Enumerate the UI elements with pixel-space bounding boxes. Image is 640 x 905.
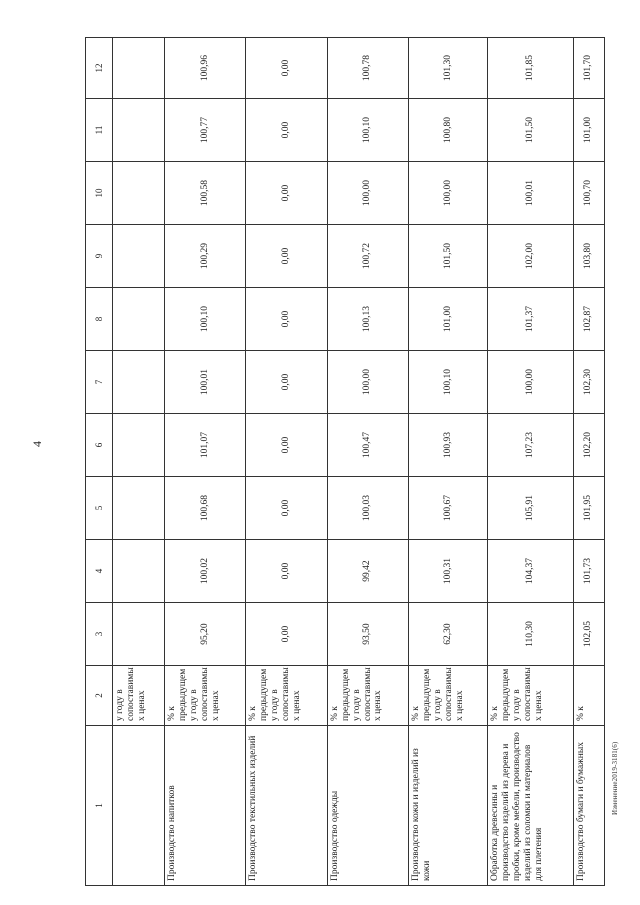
value-cell (113, 351, 165, 414)
value-cell: 100,10 (409, 351, 488, 414)
value-cell: 0,00 (246, 99, 327, 162)
value-cell (113, 99, 165, 162)
indicators-table (85, 37, 605, 886)
row-unit: % к предыдущем у году в сопоставимы х ценах (246, 666, 327, 726)
value-cell: 100,01 (165, 351, 246, 414)
header-cell: 4 (86, 540, 113, 603)
value-cell: 0,00 (246, 38, 327, 99)
value-cell: 110,30 (488, 603, 573, 666)
value-cell: 100,00 (488, 351, 573, 414)
row-unit: % к (573, 666, 604, 726)
header-cell: 12 (86, 38, 113, 99)
rotated-page-content (85, 38, 605, 886)
row-unit: % к предыдущем у году в сопоставимы х ценах (409, 666, 488, 726)
value-cell: 100,67 (409, 477, 488, 540)
value-cell: 100,78 (327, 38, 408, 99)
value-cell: 99,42 (327, 540, 408, 603)
row-unit: у году в сопоставимы х ценах (113, 666, 165, 726)
value-cell: 100,02 (165, 540, 246, 603)
value-cell: 100,00 (327, 351, 408, 414)
table-header-row (86, 38, 113, 886)
value-cell: 102,87 (573, 288, 604, 351)
value-cell: 102,00 (488, 225, 573, 288)
value-cell (113, 414, 165, 477)
value-cell: 0,00 (246, 477, 327, 540)
value-cell: 0,00 (246, 540, 327, 603)
value-cell: 100,93 (409, 414, 488, 477)
value-cell: 62,30 (409, 603, 488, 666)
row-unit: % к предыдущем у году в сопоставимы х ценах (165, 666, 246, 726)
row-name: Производство одежды (327, 726, 408, 886)
value-cell: 101,85 (488, 38, 573, 99)
value-cell: 93,50 (327, 603, 408, 666)
value-cell: 100,58 (165, 162, 246, 225)
value-cell: 0,00 (246, 603, 327, 666)
value-cell: 100,72 (327, 225, 408, 288)
header-cell: 11 (86, 99, 113, 162)
header-cell: 5 (86, 477, 113, 540)
table-row (165, 38, 246, 886)
value-cell: 104,37 (488, 540, 573, 603)
value-cell: 100,31 (409, 540, 488, 603)
value-cell: 100,70 (573, 162, 604, 225)
value-cell (113, 162, 165, 225)
row-unit: % к предыдущем у году в сопоставимы х ценах (488, 666, 573, 726)
value-cell: 100,10 (165, 288, 246, 351)
value-cell: 102,05 (573, 603, 604, 666)
value-cell: 107,23 (488, 414, 573, 477)
value-cell: 101,73 (573, 540, 604, 603)
value-cell: 0,00 (246, 288, 327, 351)
row-name: Производство кожи и изделий из кожи (409, 726, 488, 886)
document-code: Изменение2019-3181(6) (611, 741, 619, 815)
value-cell: 100,77 (165, 99, 246, 162)
header-cell: 10 (86, 162, 113, 225)
value-cell: 105,91 (488, 477, 573, 540)
table-row (573, 38, 604, 886)
header-cell: 1 (86, 726, 113, 886)
table-row (246, 38, 327, 886)
value-cell: 100,01 (488, 162, 573, 225)
row-name (113, 726, 165, 886)
value-cell: 100,00 (409, 162, 488, 225)
value-cell: 0,00 (246, 225, 327, 288)
value-cell: 100,00 (327, 162, 408, 225)
value-cell: 103,80 (573, 225, 604, 288)
row-name: Производство текстильных изделий (246, 726, 327, 886)
value-cell: 101,37 (488, 288, 573, 351)
value-cell: 100,13 (327, 288, 408, 351)
row-name: Обработка древесины и производство изделий из дерева и пробки, кроме мебели, производство изделий из соломки и материалов для плетения (488, 726, 573, 886)
value-cell: 102,20 (573, 414, 604, 477)
value-cell: 100,80 (409, 99, 488, 162)
value-cell: 101,70 (573, 38, 604, 99)
header-cell: 7 (86, 351, 113, 414)
value-cell: 0,00 (246, 351, 327, 414)
header-cell: 9 (86, 225, 113, 288)
value-cell: 101,00 (573, 99, 604, 162)
header-cell: 6 (86, 414, 113, 477)
table-row (488, 38, 573, 886)
row-name: Производство напитков (165, 726, 246, 886)
row-name: Производство бумаги и бумажных (573, 726, 604, 886)
header-cell: 8 (86, 288, 113, 351)
value-cell: 101,00 (409, 288, 488, 351)
value-cell (113, 288, 165, 351)
value-cell: 102,30 (573, 351, 604, 414)
value-cell: 100,96 (165, 38, 246, 99)
value-cell: 100,68 (165, 477, 246, 540)
value-cell: 101,30 (409, 38, 488, 99)
value-cell (113, 603, 165, 666)
row-unit: % к предыдущем у году в сопоставимы х ценах (327, 666, 408, 726)
value-cell (113, 477, 165, 540)
value-cell: 101,07 (165, 414, 246, 477)
header-cell: 2 (86, 666, 113, 726)
value-cell: 100,10 (327, 99, 408, 162)
value-cell: 101,50 (488, 99, 573, 162)
table-row (113, 38, 165, 886)
value-cell (113, 540, 165, 603)
table-row (327, 38, 408, 886)
value-cell: 95,20 (165, 603, 246, 666)
value-cell: 100,03 (327, 477, 408, 540)
value-cell: 0,00 (246, 414, 327, 477)
value-cell: 0,00 (246, 162, 327, 225)
table-row (409, 38, 488, 886)
value-cell (113, 38, 165, 99)
value-cell: 101,50 (409, 225, 488, 288)
value-cell: 100,29 (165, 225, 246, 288)
value-cell: 101,95 (573, 477, 604, 540)
value-cell (113, 225, 165, 288)
value-cell: 100,47 (327, 414, 408, 477)
page-number: 4 (30, 441, 44, 447)
header-cell: 3 (86, 603, 113, 666)
